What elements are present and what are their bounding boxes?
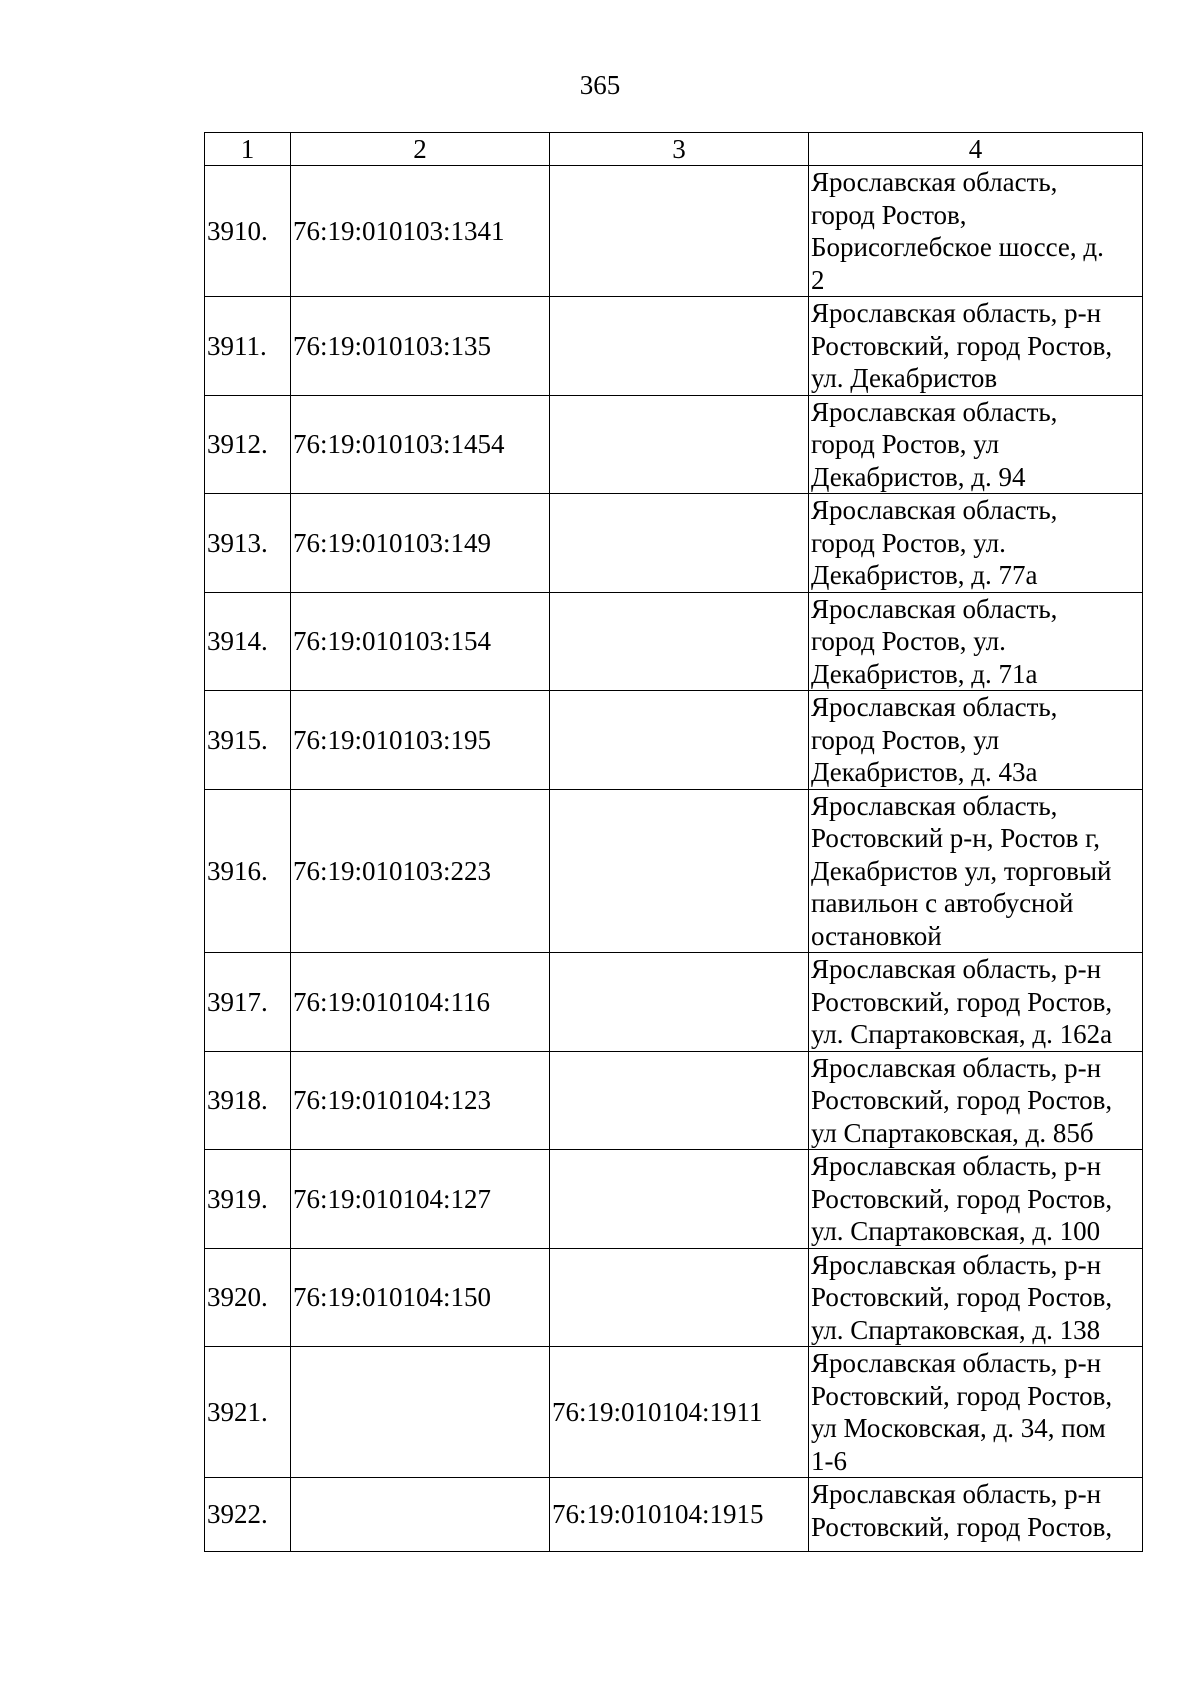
address-cell: Ярославская область, р-н Ростовский, город Ростов, ул Московская, д. 34, пом 1-6 xyxy=(809,1347,1143,1478)
cadastral-number-alt xyxy=(550,395,809,494)
cadastral-number: 76:19:010104:116 xyxy=(291,953,550,1052)
row-number: 3922. xyxy=(205,1478,291,1552)
address-cell: Ярославская область, р-н Ростовский, город Ростов, xyxy=(809,1478,1143,1552)
row-number: 3916. xyxy=(205,789,291,953)
cadastral-number-alt: 76:19:010104:1911 xyxy=(550,1347,809,1478)
table-row xyxy=(205,1347,1143,1478)
registry-table xyxy=(204,132,1143,1552)
table-row xyxy=(205,691,1143,790)
cadastral-number: 76:19:010104:123 xyxy=(291,1051,550,1150)
cadastral-number: 76:19:010104:127 xyxy=(291,1150,550,1249)
table-header-row xyxy=(205,133,1143,166)
table-row xyxy=(205,592,1143,691)
address-cell: Ярославская область, город Ростов, ул Декабристов, д. 94 xyxy=(809,395,1143,494)
cadastral-number-alt xyxy=(550,1248,809,1347)
cadastral-number-alt xyxy=(550,953,809,1052)
cadastral-number-alt xyxy=(550,789,809,953)
address-cell: Ярославская область, Ростовский р-н, Ростов г, Декабристов ул, торговый павильон с автобусной остановкой xyxy=(809,789,1143,953)
cadastral-number: 76:19:010103:223 xyxy=(291,789,550,953)
row-number: 3914. xyxy=(205,592,291,691)
column-header: 1 xyxy=(205,133,291,166)
cadastral-number-alt xyxy=(550,297,809,396)
table-row xyxy=(205,166,1143,297)
cadastral-number-alt xyxy=(550,494,809,593)
table-row xyxy=(205,494,1143,593)
cadastral-number-alt xyxy=(550,592,809,691)
table-row xyxy=(205,1150,1143,1249)
row-number: 3921. xyxy=(205,1347,291,1478)
row-number: 3911. xyxy=(205,297,291,396)
table-row xyxy=(205,1248,1143,1347)
address-cell: Ярославская область, р-н Ростовский, город Ростов, ул. Спартаковская, д. 162а xyxy=(809,953,1143,1052)
table-row xyxy=(205,789,1143,953)
row-number: 3920. xyxy=(205,1248,291,1347)
cadastral-number: 76:19:010103:1341 xyxy=(291,166,550,297)
table-row xyxy=(205,953,1143,1052)
column-header: 3 xyxy=(550,133,809,166)
page-number: 365 xyxy=(579,70,621,100)
address-cell: Ярославская область, р-н Ростовский, город Ростов, ул. Спартаковская, д. 100 xyxy=(809,1150,1143,1249)
column-header: 2 xyxy=(291,133,550,166)
row-number: 3918. xyxy=(205,1051,291,1150)
address-cell: Ярославская область, город Ростов, Борисоглебское шоссе, д. 2 xyxy=(809,166,1143,297)
cadastral-number xyxy=(291,1478,550,1552)
cadastral-number-alt xyxy=(550,1150,809,1249)
address-cell: Ярославская область, р-н Ростовский, город Ростов, ул Спартаковская, д. 85б xyxy=(809,1051,1143,1150)
cadastral-number: 76:19:010103:149 xyxy=(291,494,550,593)
row-number: 3910. xyxy=(205,166,291,297)
cadastral-number xyxy=(291,1347,550,1478)
cadastral-number: 76:19:010103:135 xyxy=(291,297,550,396)
row-number: 3912. xyxy=(205,395,291,494)
address-cell: Ярославская область, р-н Ростовский, город Ростов, ул. Спартаковская, д. 138 xyxy=(809,1248,1143,1347)
cadastral-number: 76:19:010103:195 xyxy=(291,691,550,790)
cadastral-number-alt xyxy=(550,1051,809,1150)
row-number: 3915. xyxy=(205,691,291,790)
row-number: 3913. xyxy=(205,494,291,593)
row-number: 3917. xyxy=(205,953,291,1052)
cadastral-number: 76:19:010104:150 xyxy=(291,1248,550,1347)
address-cell: Ярославская область, город Ростов, ул Декабристов, д. 43а xyxy=(809,691,1143,790)
address-cell: Ярославская область, р-н Ростовский, город Ростов, ул. Декабристов xyxy=(809,297,1143,396)
column-header: 4 xyxy=(809,133,1143,166)
cadastral-number: 76:19:010103:1454 xyxy=(291,395,550,494)
table-row xyxy=(205,395,1143,494)
cadastral-number-alt: 76:19:010104:1915 xyxy=(550,1478,809,1552)
cadastral-number-alt xyxy=(550,166,809,297)
table-row xyxy=(205,297,1143,396)
address-cell: Ярославская область, город Ростов, ул. Декабристов, д. 71а xyxy=(809,592,1143,691)
cadastral-number-alt xyxy=(550,691,809,790)
table-row xyxy=(205,1478,1143,1552)
row-number: 3919. xyxy=(205,1150,291,1249)
address-cell: Ярославская область, город Ростов, ул. Декабристов, д. 77а xyxy=(809,494,1143,593)
cadastral-number: 76:19:010103:154 xyxy=(291,592,550,691)
table-row xyxy=(205,1051,1143,1150)
